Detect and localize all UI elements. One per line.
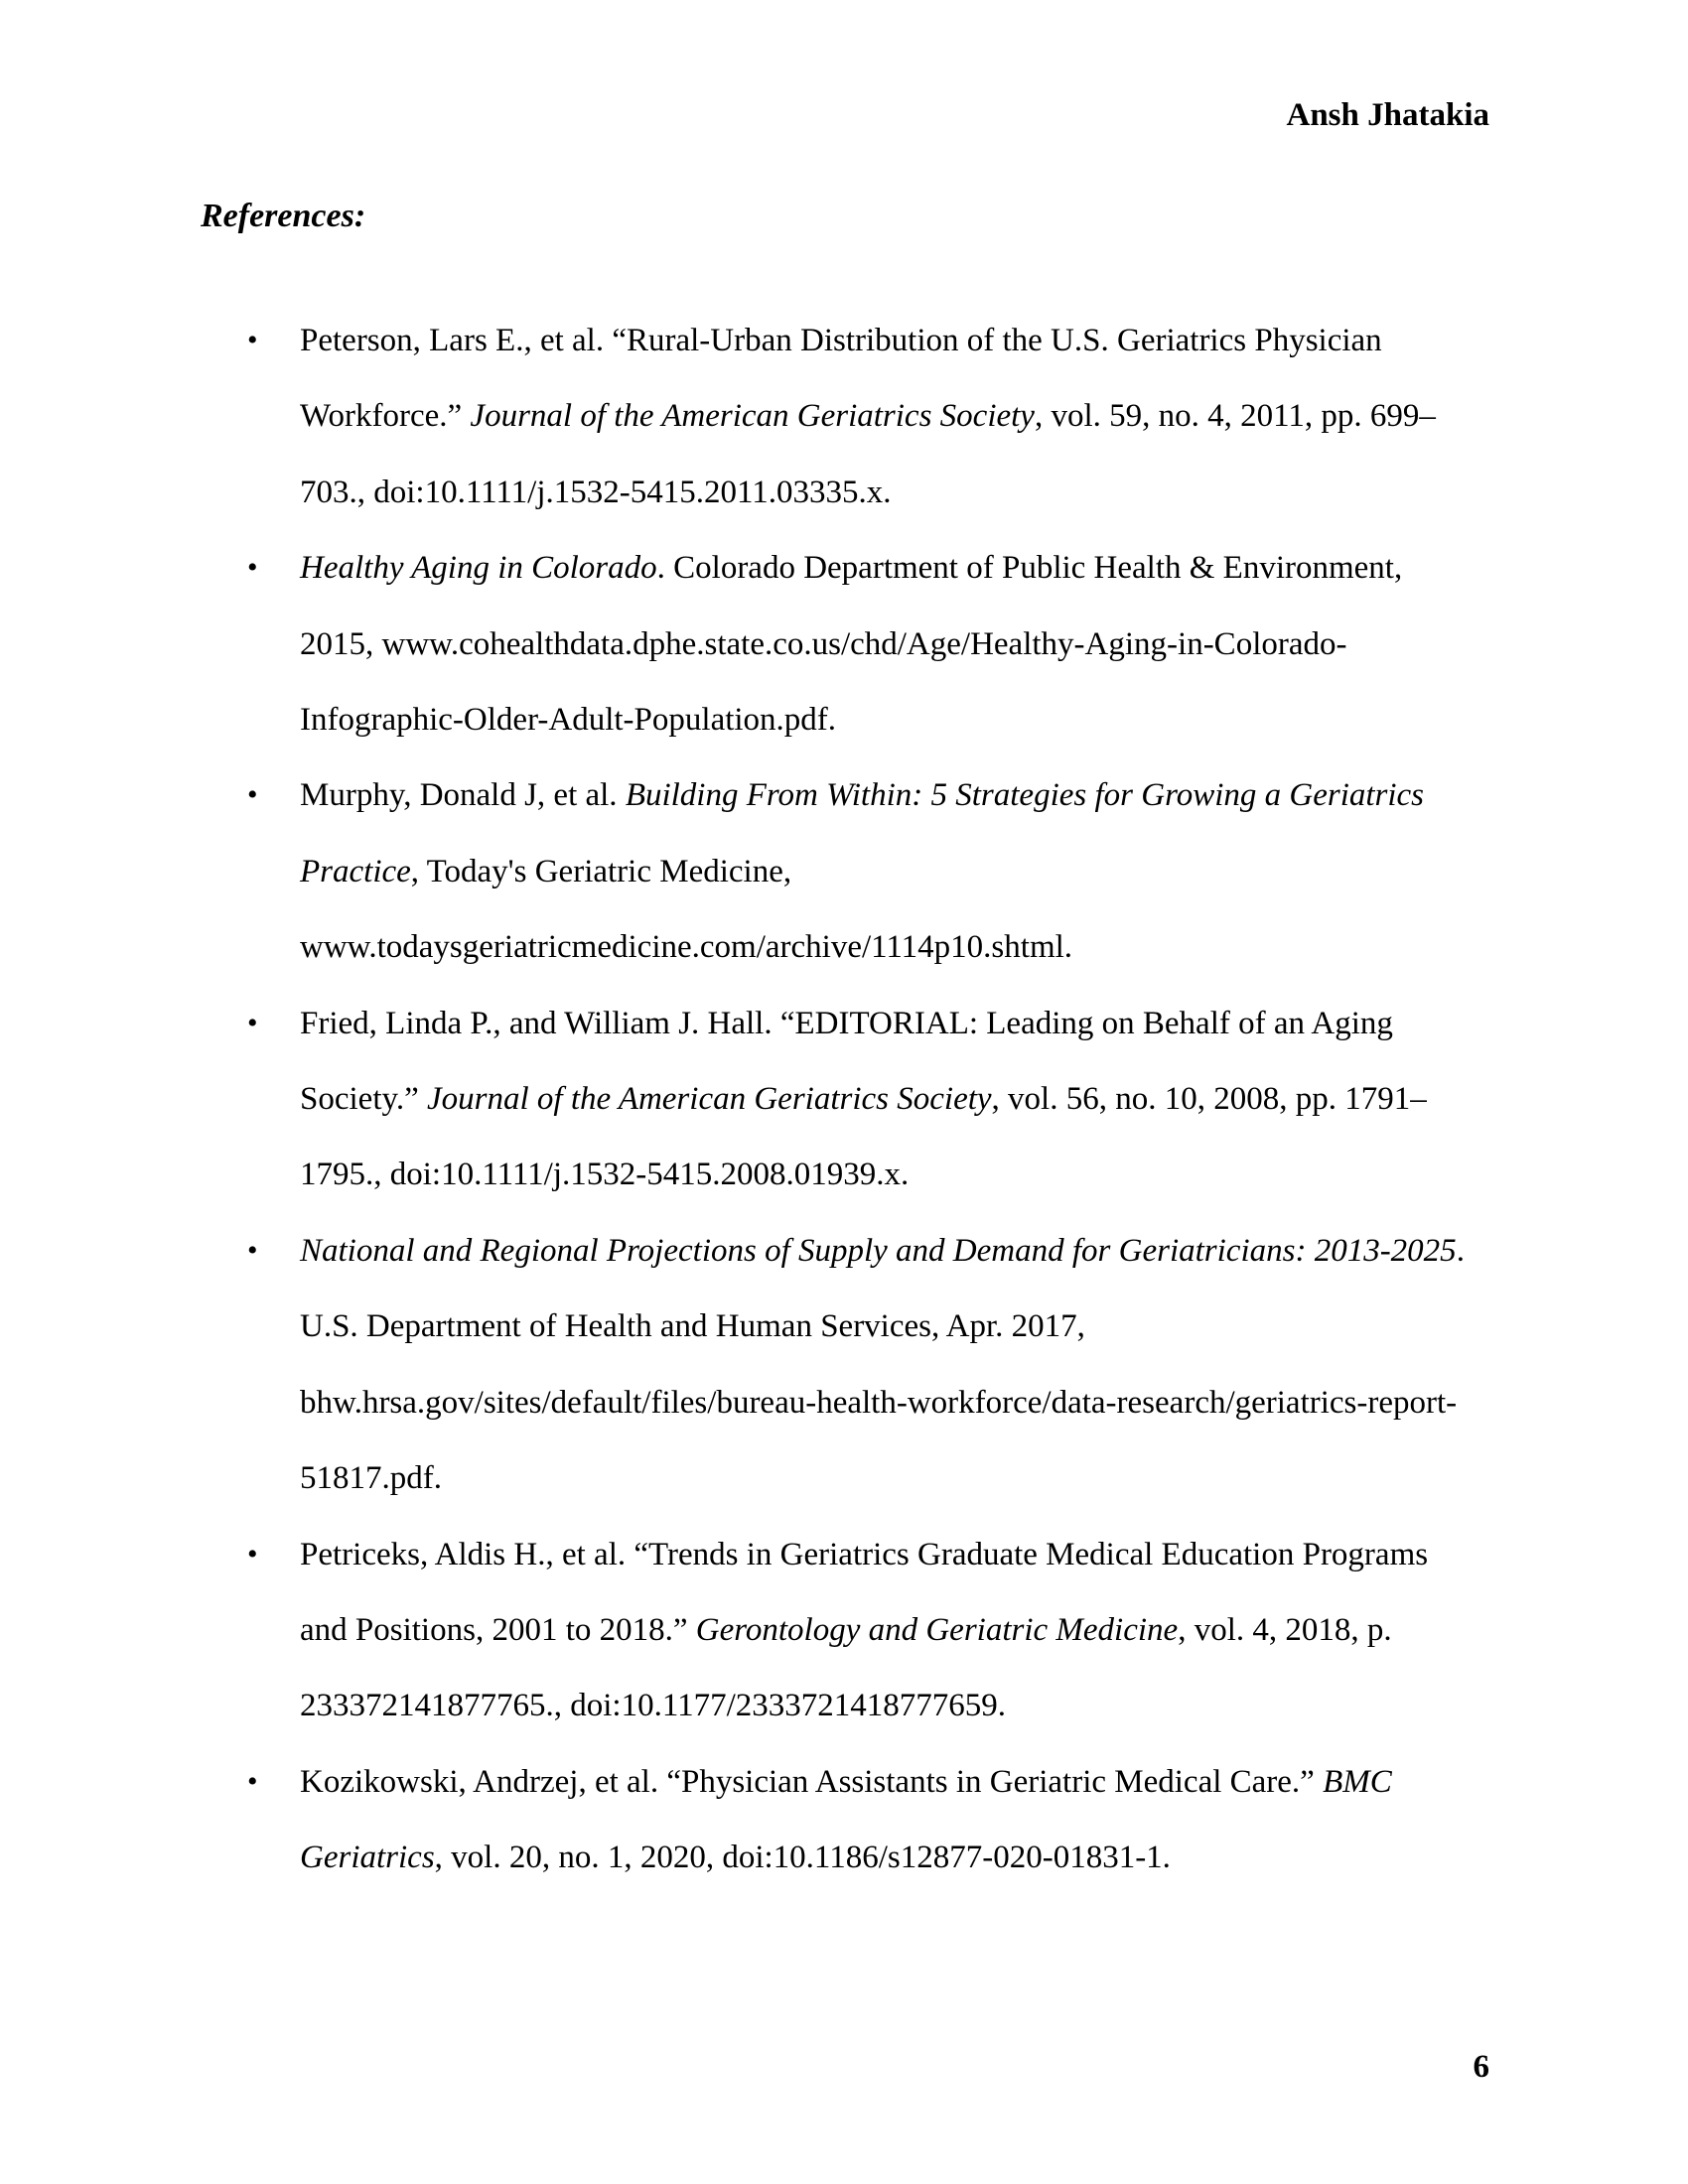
reference-text: Society.”	[300, 1081, 427, 1118]
reference-line	[300, 1668, 1486, 1743]
reference-text: Murphy, Donald J, et al.	[300, 777, 626, 814]
reference-text: .	[1456, 1232, 1465, 1269]
reference-title-italic: Practice	[300, 853, 411, 889]
reference-line	[300, 834, 1486, 909]
bullet-icon: •	[247, 1764, 258, 1798]
references-list	[0, 303, 1688, 1896]
reference-text: U.S. Department of Health and Human Services, Apr. 2017,	[300, 1308, 1085, 1345]
reference-line	[300, 1820, 1486, 1895]
reference-text: , vol. 4, 2018, p.	[1178, 1611, 1392, 1648]
reference-line	[300, 378, 1486, 454]
reference-title-italic: Gerontology and Geriatric Medicine	[695, 1611, 1179, 1648]
reference-line	[300, 1365, 1486, 1440]
reference-text: 703., doi:10.1111/j.1532-5415.2011.03335.x.	[300, 474, 892, 510]
reference-line	[300, 530, 1486, 606]
reference-text: Peterson, Lars E., et al. “Rural-Urban Distribution of the U.S. Geriatrics Physician	[300, 323, 1382, 358]
reference-title-italic: Building From Within: 5 Strategies for Growing a Geriatrics	[625, 777, 1425, 814]
reference-line	[300, 1137, 1486, 1212]
bullet-icon: •	[247, 1006, 258, 1039]
reference-item	[0, 1744, 1486, 1896]
reference-text: Infographic-Older-Adult-Population.pdf.	[300, 702, 837, 739]
reference-line	[300, 1744, 1486, 1820]
reference-text: 233372141877765., doi:10.1177/2333721418777659.	[300, 1688, 1007, 1724]
reference-title-italic: BMC	[1323, 1763, 1392, 1800]
reference-text: , vol. 59, no. 4, 2011, pp. 699–	[1034, 398, 1436, 435]
reference-line	[300, 1061, 1486, 1137]
reference-line	[300, 757, 1486, 833]
author-name: Ansh Jhatakia	[1286, 97, 1489, 133]
reference-line	[300, 986, 1486, 1061]
reference-text: Fried, Linda P., and William J. Hall. “EDITORIAL: Leading on Behalf of an Aging	[300, 1005, 1393, 1041]
reference-item	[0, 1517, 1486, 1744]
reference-text: Kozikowski, Andrzej, et al. “Physician Assistants in Geriatric Medical Care.”	[300, 1763, 1324, 1800]
bullet-icon: •	[247, 1233, 258, 1267]
reference-text: Petriceks, Aldis H., et al. “Trends in Geriatrics Graduate Medical Education Programs	[300, 1536, 1429, 1572]
reference-line	[300, 1592, 1486, 1668]
page-number: 6	[1473, 2049, 1489, 2085]
references-heading: References:	[201, 198, 366, 234]
reference-line	[300, 1213, 1486, 1289]
reference-title-italic: Geriatrics	[300, 1840, 435, 1876]
reference-text: , vol. 20, no. 1, 2020, doi:10.1186/s12877-020-01831-1.	[434, 1840, 1171, 1876]
reference-text: , Today's Geriatric Medicine,	[410, 853, 792, 889]
reference-line	[300, 1440, 1486, 1516]
reference-line	[300, 1517, 1486, 1592]
reference-title-italic: Journal of the American Geriatrics Society	[470, 398, 1035, 435]
reference-item	[0, 757, 1486, 985]
reference-text: 2015, www.cohealthdata.dphe.state.co.us/chd/Age/Healthy-Aging-in-Colorado-	[300, 625, 1347, 662]
reference-line	[300, 607, 1486, 682]
reference-line	[300, 303, 1486, 378]
reference-item	[0, 986, 1486, 1213]
reference-line	[300, 1289, 1486, 1364]
reference-item	[0, 530, 1486, 757]
reference-text: 51817.pdf.	[300, 1460, 442, 1497]
bullet-icon: •	[247, 778, 258, 812]
reference-text: Workforce.”	[300, 398, 471, 435]
reference-title-italic: Healthy Aging in Colorado	[300, 550, 657, 587]
reference-line	[300, 682, 1486, 757]
reference-title-italic: Journal of the American Geriatrics Society	[427, 1081, 992, 1118]
reference-text: , vol. 56, no. 10, 2008, pp. 1791–	[991, 1081, 1427, 1118]
reference-text: . Colorado Department of Public Health & Environment,	[656, 550, 1403, 587]
reference-text: 1795., doi:10.1111/j.1532-5415.2008.01939.x.	[300, 1157, 910, 1193]
reference-line	[300, 455, 1486, 530]
reference-item	[0, 1213, 1486, 1517]
bullet-icon: •	[247, 551, 258, 585]
bullet-icon: •	[247, 324, 258, 356]
reference-title-italic: National and Regional Projections of Supply and Demand for Geriatricians: 2013-2025	[300, 1232, 1457, 1269]
reference-text: bhw.hrsa.gov/sites/default/files/bureau-health-workforce/data-research/geriatrics-report-	[300, 1384, 1458, 1421]
bullet-icon: •	[247, 1537, 258, 1570]
reference-line	[300, 909, 1486, 985]
reference-item	[0, 303, 1486, 530]
reference-text: www.todaysgeriatricmedicine.com/archive/1114p10.shtml.	[300, 929, 1073, 966]
reference-text: and Positions, 2001 to 2018.”	[300, 1611, 696, 1648]
